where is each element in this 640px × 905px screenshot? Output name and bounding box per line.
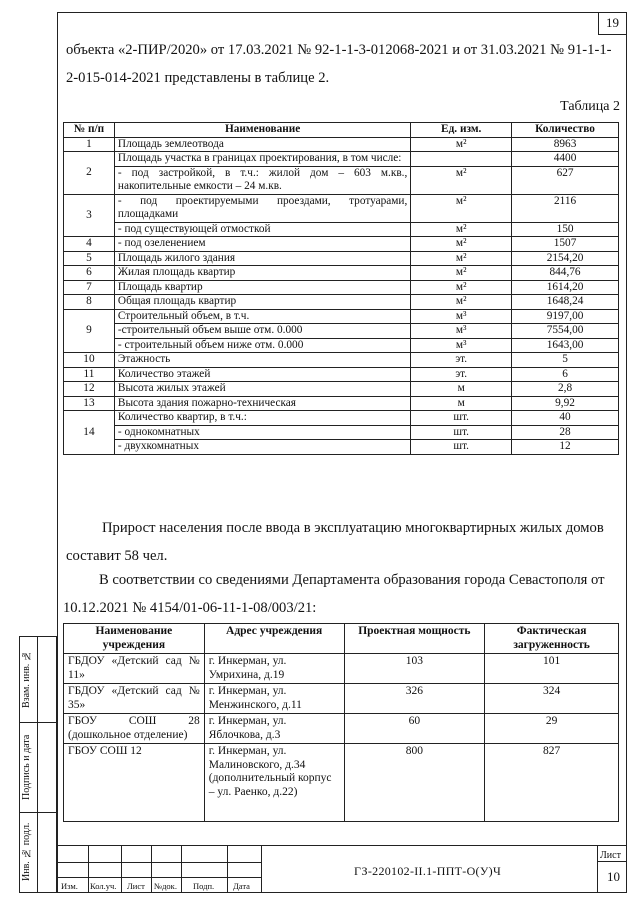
stamp-line	[227, 845, 228, 893]
row-name: Высота здания пожарно-техническая	[114, 396, 410, 411]
header-cell: Проектная мощность	[344, 624, 485, 654]
population-paragraph: Прирост населения после ввода в эксплуатацию многоквартирных жилых домов составит 58 чел.	[66, 520, 604, 564]
row-qty: 9197,00	[512, 309, 619, 324]
row-qty: 12	[512, 440, 619, 455]
row-number: 11	[64, 367, 115, 382]
sheet-label: Лист	[600, 850, 621, 861]
row-unit: м²	[411, 280, 512, 295]
schools-table	[63, 623, 619, 822]
row-qty: 9,92	[512, 396, 619, 411]
row-qty: 4400	[512, 152, 619, 167]
row-name: Количество квартир, в т.ч.:	[114, 411, 410, 426]
table-row	[64, 425, 619, 440]
stamp-col-label: Лист	[127, 881, 145, 891]
row-qty: 8963	[512, 137, 619, 152]
table-row	[64, 266, 619, 281]
stamp-line	[261, 845, 262, 893]
school-name: ГБДОУ «Детский сад № 35»	[64, 684, 205, 714]
school-load: 101	[485, 654, 619, 684]
row-number: 14	[64, 411, 115, 455]
side-label-signature: Подпись и дата	[21, 734, 32, 800]
school-name: ГБДОУ «Детский сад № 11»	[64, 654, 205, 684]
side-divider	[37, 636, 38, 893]
school-load: 29	[485, 714, 619, 744]
row-name: - двухкомнатных	[114, 440, 410, 455]
row-name: Площадь землеотвода	[114, 137, 410, 152]
row-unit: м³	[411, 338, 512, 353]
row-name: - однокомнатных	[114, 425, 410, 440]
school-load: 827	[485, 744, 619, 822]
row-name: Площадь участка в границах проектирования, в том числе:	[114, 152, 410, 167]
table-row	[64, 152, 619, 167]
side-label-replacement: Взам. инв. №	[21, 650, 32, 708]
row-name: Высота жилых этажей	[114, 382, 410, 397]
table-row	[64, 295, 619, 310]
row-number: 4	[64, 237, 115, 252]
row-qty: 28	[512, 425, 619, 440]
table-row	[64, 411, 619, 426]
row-name: - строительный объем ниже отм. 0.000	[114, 338, 410, 353]
table-caption: Таблица 2	[560, 99, 620, 114]
row-qty: 1614,20	[512, 280, 619, 295]
header-cell: Количество	[512, 123, 619, 138]
row-name: -строительный объем выше отм. 0.000	[114, 324, 410, 339]
stamp-line	[121, 845, 122, 893]
row-name: - под существующей отмосткой	[114, 222, 410, 237]
side-label-inventory: Инв. № подл.	[21, 822, 32, 882]
page-number: 19	[598, 12, 626, 35]
row-qty: 1507	[512, 237, 619, 252]
row-unit: шт.	[411, 440, 512, 455]
sheet-number: 10	[607, 869, 620, 884]
table-row	[64, 744, 619, 822]
row-name: Жилая площадь квартир	[114, 266, 410, 281]
row-number: 12	[64, 382, 115, 397]
row-qty: 627	[512, 166, 619, 194]
table-row	[64, 684, 619, 714]
stamp-col-label: Дата	[233, 881, 250, 891]
row-unit: м²	[411, 251, 512, 266]
row-number: 8	[64, 295, 115, 310]
row-qty: 844,76	[512, 266, 619, 281]
stamp-line	[88, 845, 89, 893]
row-number: 3	[64, 194, 115, 237]
row-qty: 40	[512, 411, 619, 426]
row-number: 10	[64, 353, 115, 368]
table-row	[64, 166, 619, 194]
row-unit: м²	[411, 237, 512, 252]
row-name: Количество этажей	[114, 367, 410, 382]
table-row	[64, 382, 619, 397]
row-number: 13	[64, 396, 115, 411]
row-qty: 6	[512, 367, 619, 382]
row-qty: 150	[512, 222, 619, 237]
table-row	[64, 654, 619, 684]
row-qty: 2,8	[512, 382, 619, 397]
education-paragraph: В соответствии со сведениями Департамента образования города Севастополя от 10.12.2021 № 4154/01-06-11-1-08/003/21:	[63, 572, 605, 616]
row-unit: м²	[411, 295, 512, 310]
row-number: 2	[64, 152, 115, 195]
school-name: ГБОУ СОШ 12	[64, 744, 205, 822]
row-unit: эт.	[411, 353, 512, 368]
stamp-col-label: №док.	[154, 881, 177, 891]
table-row	[64, 137, 619, 152]
row-name: - под застройкой, в т.ч.: жилой дом – 603 м.кв., накопительные емкости – 24 м.кв.	[114, 166, 410, 194]
side-divider	[19, 812, 57, 813]
row-unit: м²	[411, 166, 512, 194]
stamp-col-label: Подп.	[193, 881, 215, 891]
header-cell: Наименование	[114, 123, 410, 138]
table-row	[64, 353, 619, 368]
stamp-line	[181, 845, 182, 893]
row-number: 5	[64, 251, 115, 266]
table-row	[64, 222, 619, 237]
stamp-col-label: Кол.уч.	[90, 881, 117, 891]
row-number: 9	[64, 309, 115, 353]
school-name: ГБОУ СОШ 28 (дошкольное отделение)	[64, 714, 205, 744]
row-name: Площадь жилого здания	[114, 251, 410, 266]
stamp-line	[597, 845, 598, 893]
row-qty: 2154,20	[512, 251, 619, 266]
school-capacity: 326	[344, 684, 485, 714]
row-qty: 7554,00	[512, 324, 619, 339]
stamp-line	[151, 845, 152, 893]
school-address: г. Инкерман, ул. Менжинского, д.11	[204, 684, 344, 714]
school-capacity: 103	[344, 654, 485, 684]
row-unit: эт.	[411, 367, 512, 382]
stamp-line	[597, 861, 627, 862]
header-cell: Наименование учреждения	[64, 624, 205, 654]
row-unit: м²	[411, 222, 512, 237]
table-header-row	[64, 624, 619, 654]
row-qty: 5	[512, 353, 619, 368]
row-name: Этажность	[114, 353, 410, 368]
table-row	[64, 280, 619, 295]
row-unit: шт.	[411, 425, 512, 440]
table-row	[64, 324, 619, 339]
school-address: г. Инкерман, ул. Яблочкова, д.3	[204, 714, 344, 744]
table-row	[64, 194, 619, 222]
table-row	[64, 396, 619, 411]
table-row	[64, 714, 619, 744]
row-unit: м²	[411, 137, 512, 152]
row-name: - под озеленением	[114, 237, 410, 252]
header-cell: Адрес учреждения	[204, 624, 344, 654]
row-unit: м	[411, 396, 512, 411]
table-row	[64, 440, 619, 455]
row-qty: 1648,24	[512, 295, 619, 310]
row-qty: 2116	[512, 194, 619, 222]
school-load: 324	[485, 684, 619, 714]
intro-paragraph: объекта «2-ПИР/2020» от 17.03.2021 № 92-1-1-3-012068-2021 и от 31.03.2021 № 91-1-1-2-015-014-2021 представлены в таблице 2.	[66, 42, 612, 86]
row-unit: м	[411, 382, 512, 397]
table-row	[64, 338, 619, 353]
row-qty: 1643,00	[512, 338, 619, 353]
row-unit	[411, 152, 512, 167]
table-row	[64, 251, 619, 266]
row-name: - под проектируемыми проездами, тротуарами, площадками	[114, 194, 410, 222]
row-unit: шт.	[411, 411, 512, 426]
stamp-col-label: Изм.	[61, 881, 78, 891]
table-header-row	[64, 123, 619, 138]
stamp-top-line	[57, 845, 627, 846]
side-divider	[19, 722, 57, 723]
table-row	[64, 237, 619, 252]
school-address: г. Инкерман, ул. Умрихина, д.19	[204, 654, 344, 684]
row-name: Площадь квартир	[114, 280, 410, 295]
row-number: 6	[64, 266, 115, 281]
table-row	[64, 367, 619, 382]
table-row	[64, 309, 619, 324]
row-number: 1	[64, 137, 115, 152]
row-unit: м²	[411, 194, 512, 222]
row-unit: м³	[411, 324, 512, 339]
document-code: ГЗ-220102-II.1-ППТ-О(У)Ч	[354, 864, 502, 878]
school-capacity: 60	[344, 714, 485, 744]
row-unit: м³	[411, 309, 512, 324]
school-capacity: 800	[344, 744, 485, 822]
header-cell: Ед. изм.	[411, 123, 512, 138]
school-address: г. Инкерман, ул. Малиновского, д.34 (дополнительный корпус – ул. Раенко, д.22)	[204, 744, 344, 822]
row-name: Общая площадь квартир	[114, 295, 410, 310]
header-cell: № п/п	[64, 123, 115, 138]
row-number: 7	[64, 280, 115, 295]
indicators-table	[63, 122, 619, 455]
row-unit: м²	[411, 266, 512, 281]
row-name: Строительный объем, в т.ч.	[114, 309, 410, 324]
header-cell: Фактическая загруженность	[485, 624, 619, 654]
